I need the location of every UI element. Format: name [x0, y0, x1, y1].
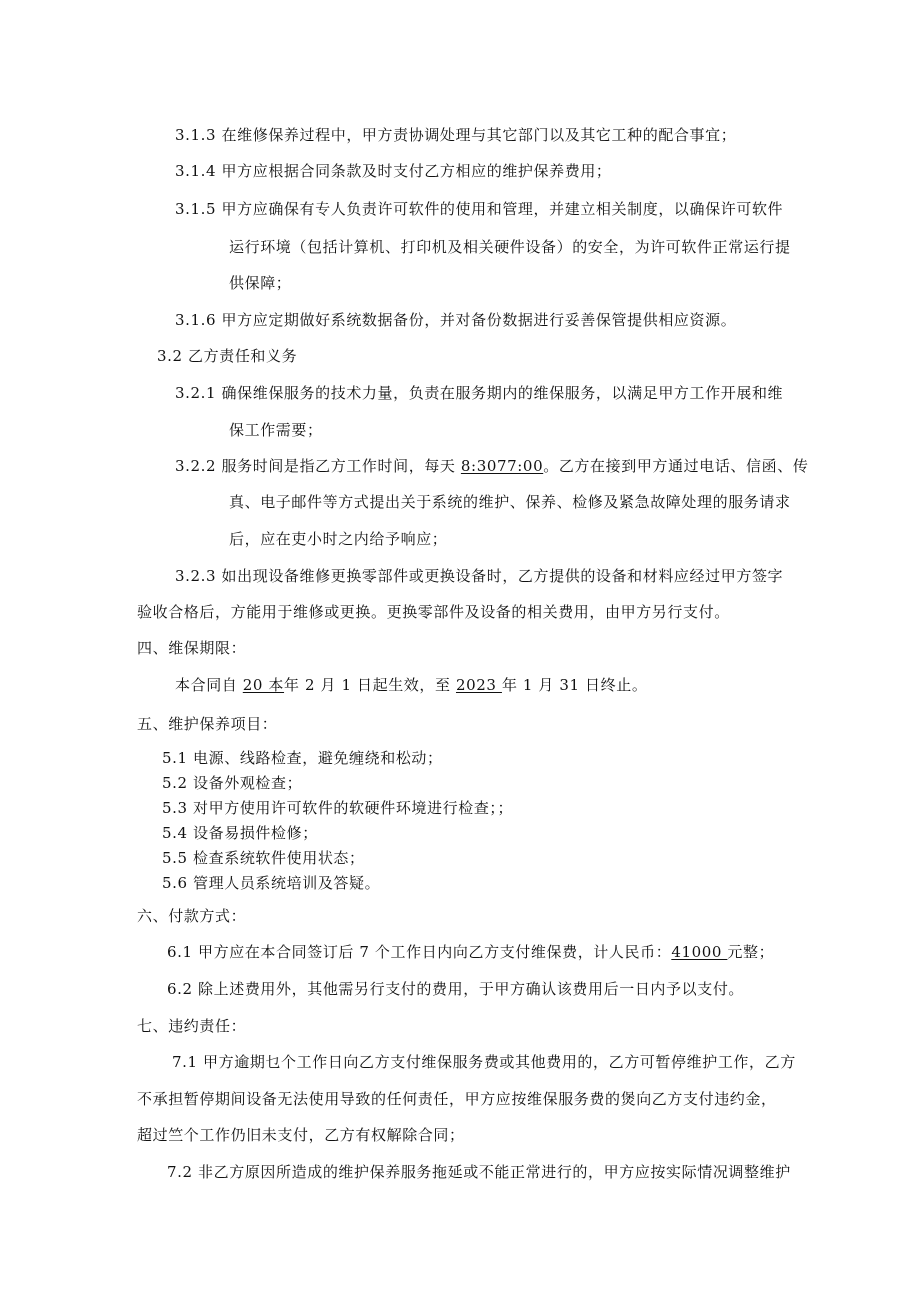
section-3-2-heading: 3.2 乙方责任和义务 — [157, 347, 298, 365]
liability-7-1-line1: 7.1 甲方逾期乜个工作日向乙方支付维保服务费或其他费用的，乙方可暂停维护工作，乙方 — [172, 1053, 796, 1071]
clause-3-2-2-text: 3.2.2 服务时间是指乙方工作时间，每天 — [175, 457, 461, 475]
service-hours: 8:3077:00 — [460, 457, 544, 475]
payment-6-2: 6.2 除上述费用外，其他需另行支付的费用，于甲方确认该费用后一日内予以支付。 — [167, 980, 745, 998]
clause-3-1-5-line2: 运行环境（包括计算机、打印机及相关硬件设备）的安全，为许可软件正常运行提 — [229, 238, 791, 256]
item-5-3: 5.3 对甲方使用许可软件的软硬件环境进行检查；； — [162, 799, 514, 817]
section-7-heading: 七、违约责任： — [137, 1017, 247, 1035]
clause-3-2-2-text-cont: 。乙方在接到甲方通过电话、信函、传 — [543, 457, 809, 475]
clause-3-2-2-line1 — [175, 455, 808, 476]
clause-3-2-2-line2: 真、电子邮件等方式提出关于系统的维护、保养、检修及紧急故障处理的服务请求 — [229, 493, 791, 511]
liability-7-1-line3: 超过竺个工作仍旧未支付，乙方有权解除合同； — [137, 1126, 465, 1144]
clause-3-2-2-line3: 后，应在吏小时之内给予响应； — [229, 530, 448, 548]
payment-6-1 — [167, 941, 774, 962]
payment-text-end: 元整； — [727, 943, 775, 961]
item-5-6: 5.6 管理人员系统培训及答疑。 — [162, 874, 381, 892]
clause-3-1-3: 3.1.3 在维修保养过程中，甲方责协调处理与其它部门以及其它工种的配合事宜； — [175, 126, 737, 144]
payment-amount: 41000 — [671, 943, 728, 961]
term-text-end: 年 1 月 31 日终止。 — [501, 676, 648, 694]
term-text-mid: 年 2 月 1 日起生效，至 — [284, 676, 456, 694]
section-6-heading: 六、付款方式： — [137, 907, 247, 925]
item-5-2: 5.2 设备外观检查； — [162, 774, 303, 792]
term-text: 本合同自 — [175, 676, 243, 694]
clause-3-2-1-line1: 3.2.1 确保维保服务的技术力量，负责在服务期内的维保服务，以满足甲方工作开展和维 — [175, 384, 784, 402]
clause-3-1-4: 3.1.4 甲方应根据合同条款及时支付乙方相应的维护保养费用； — [175, 162, 612, 180]
section-5-heading: 五、维护保养项目： — [137, 715, 278, 733]
liability-7-1-line2: 不承担暂停期间设备无法使用导致的任何责任，甲方应按维保服务费的煲向乙方支付违约金， — [137, 1090, 777, 1108]
clause-3-1-6: 3.1.6 甲方应定期做好系统数据备份，并对备份数据进行妥善保管提供相应资源。 — [175, 311, 737, 329]
liability-7-2-line1: 7.2 非乙方原因所造成的维护保养服务拖延或不能正常进行的，甲方应按实际情况调整维护 — [167, 1163, 791, 1181]
payment-text: 6.1 甲方应在本合同签订后 7 个工作日内向乙方支付维保费，计人民币： — [167, 943, 672, 961]
clause-3-2-1-line2: 保工作需要； — [229, 421, 323, 439]
section-4-heading: 四、维保期限： — [137, 639, 247, 657]
item-5-4: 5.4 设备易损件检修； — [162, 824, 318, 842]
item-5-5: 5.5 检查系统软件使用状态； — [162, 849, 365, 867]
clause-3-2-3-line1: 3.2.3 如出现设备维修更换零部件或更换设备时，乙方提供的设备和材料应经过甲方签字 — [175, 567, 784, 585]
term-start-year: 20 本 — [242, 676, 285, 694]
clause-3-2-3-line2: 验收合格后，方能用于维修或更换。更换零部件及设备的相关费用，由甲方另行支付。 — [137, 603, 730, 621]
clause-3-1-5-line1: 3.1.5 甲方应确保有专人负责许可软件的使用和管理，并建立相关制度，以确保许可软件 — [175, 200, 784, 218]
term-paragraph — [175, 674, 647, 695]
clause-3-1-5-line3: 供保障； — [229, 274, 292, 292]
term-end-year: 2023 — [455, 676, 502, 694]
item-5-1: 5.1 电源、线路检查，避免缠绕和松动； — [162, 749, 443, 767]
